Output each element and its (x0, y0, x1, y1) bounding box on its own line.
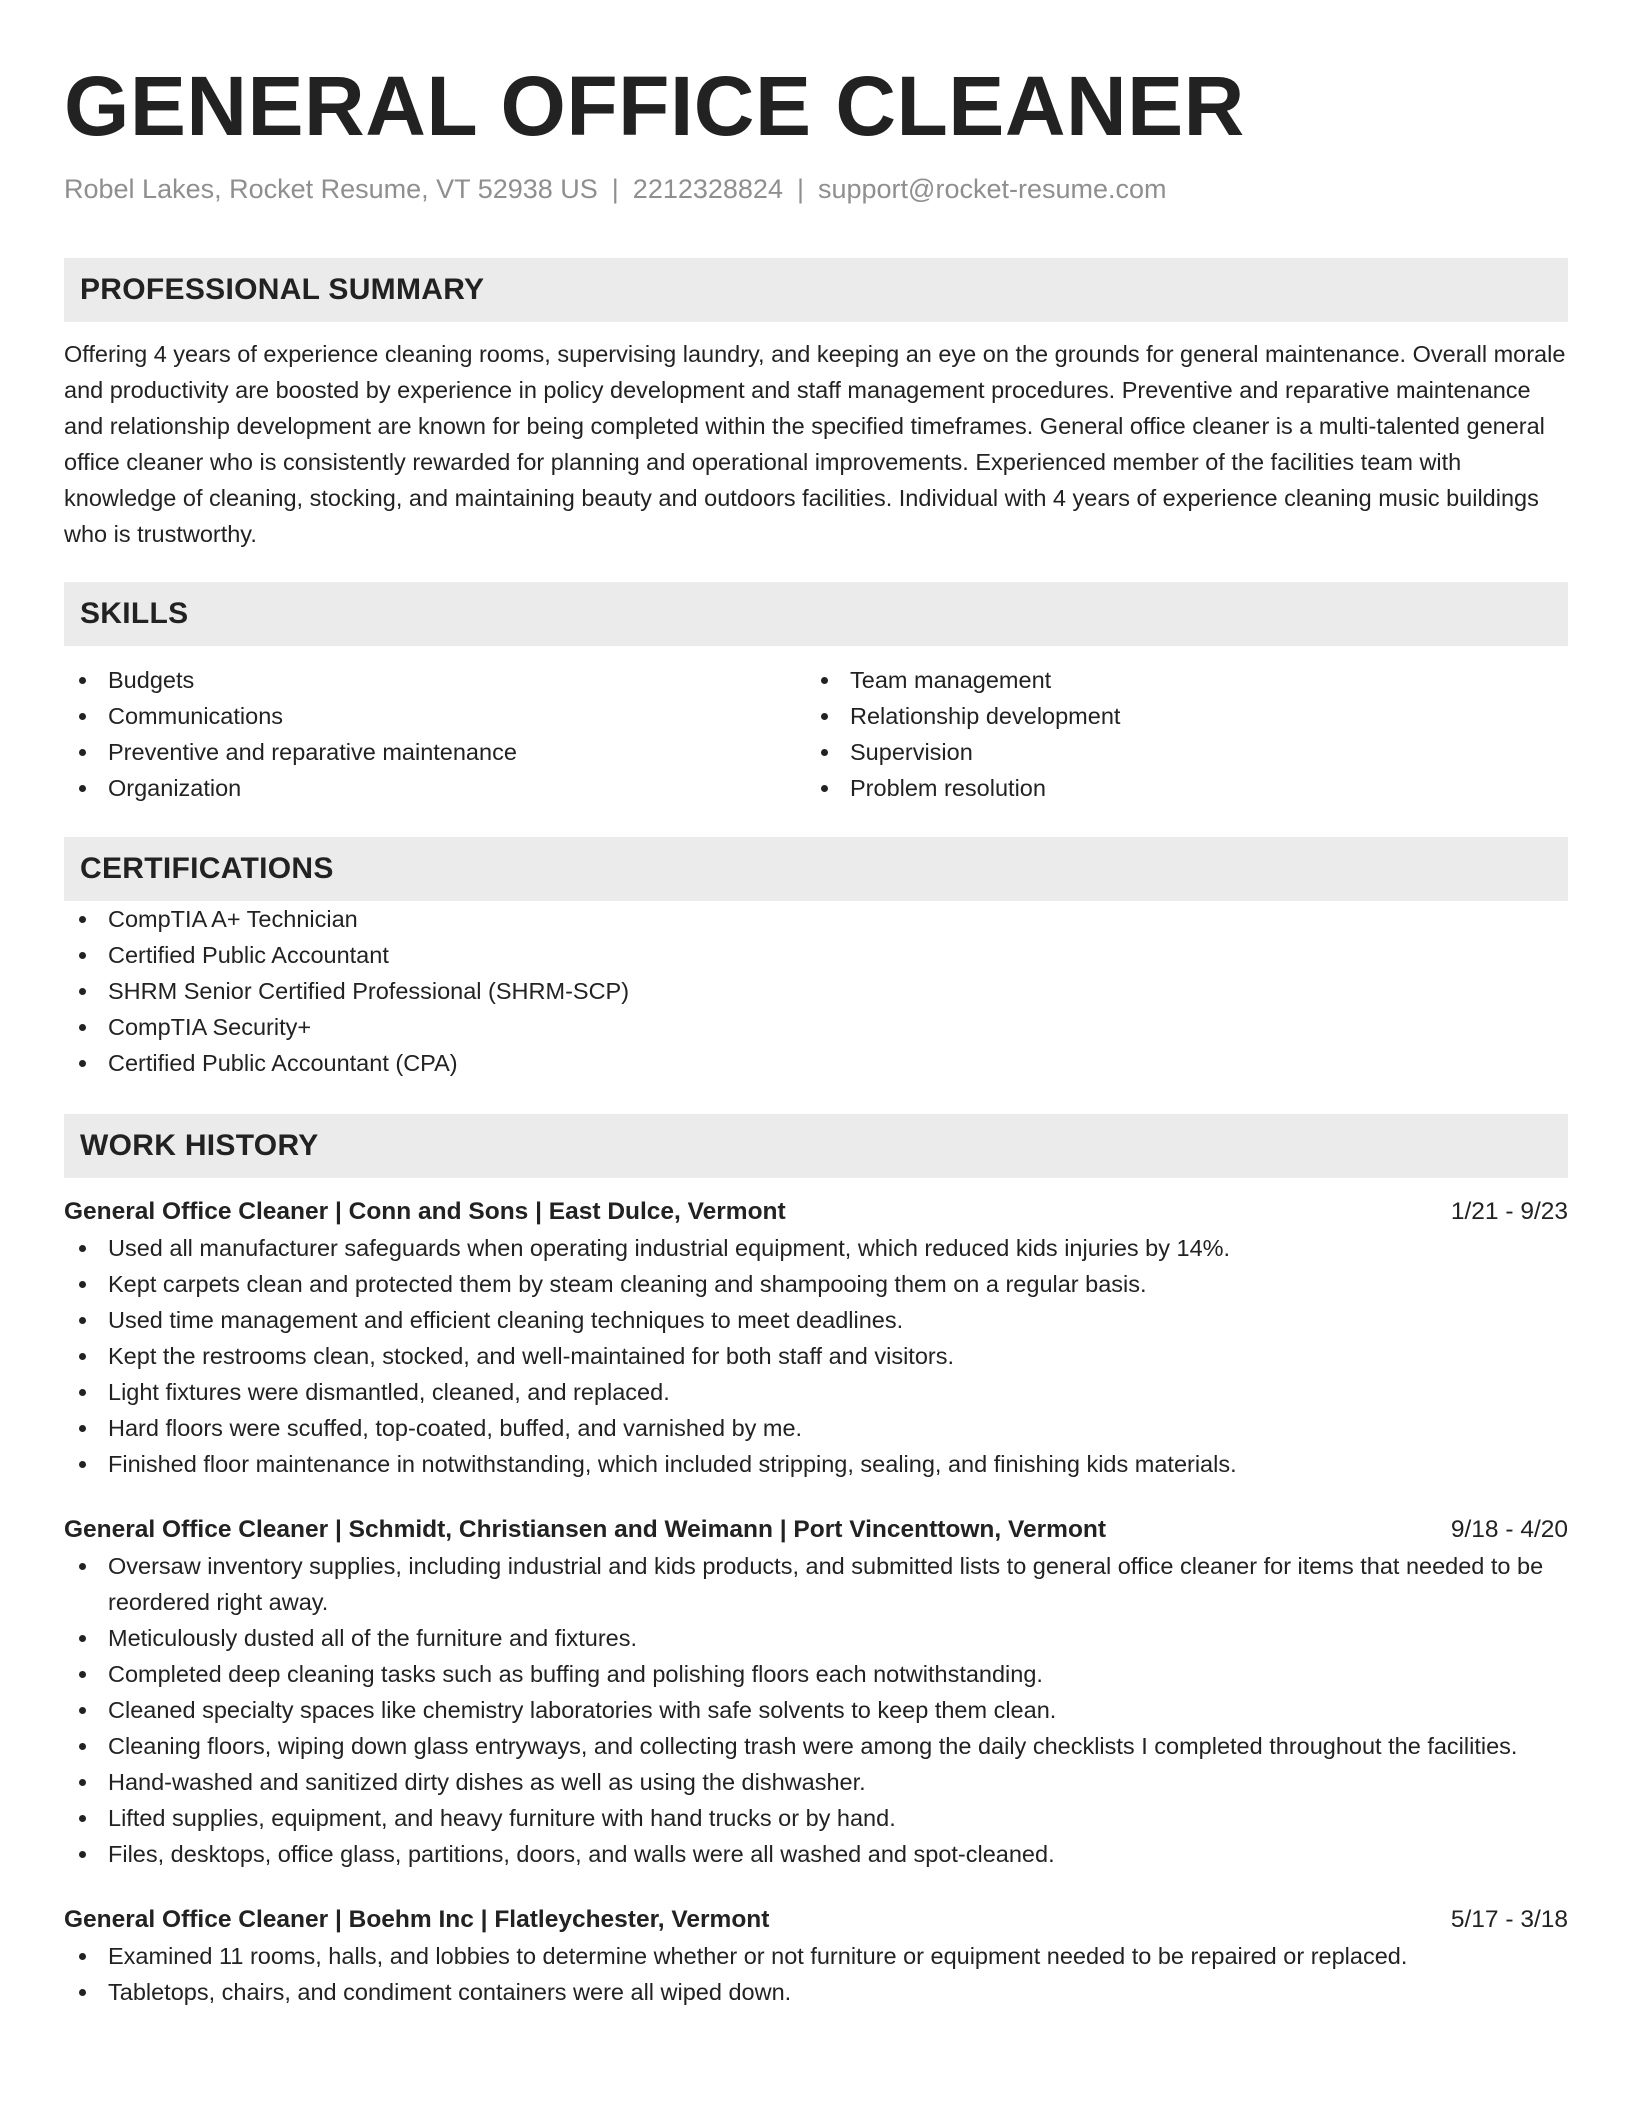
job-duties-list (64, 1938, 1568, 2010)
job-duty-item: Cleaned specialty spaces like chemistry laboratories with safe solvents to keep them clean. (64, 1692, 1568, 1728)
job-title: General Office Cleaner | Conn and Sons | East Dulce, Vermont (64, 1198, 786, 1225)
job-title: General Office Cleaner | Schmidt, Christiansen and Weimann | Port Vincenttown, Vermont (64, 1516, 1107, 1543)
job-duty-item: Meticulously dusted all of the furniture and fixtures. (64, 1620, 1568, 1656)
job-duty-item: Kept the restrooms clean, stocked, and well-maintained for both staff and visitors. (64, 1338, 1568, 1374)
job-heading-row (64, 1902, 1568, 1938)
skill-item: Problem resolution (806, 770, 1548, 806)
certification-item: Certified Public Accountant (64, 937, 1568, 973)
contact-email: support@rocket-resume.com (817, 174, 1167, 204)
job-entry (64, 1512, 1568, 1872)
job-heading-row (64, 1512, 1568, 1548)
job-entry (64, 1902, 1568, 2010)
section-header-work-history: WORK HISTORY (64, 1114, 1568, 1178)
certification-item: CompTIA Security+ (64, 1009, 1568, 1045)
job-duty-item: Hard floors were scuffed, top-coated, buffed, and varnished by me. (64, 1410, 1568, 1446)
skills-column-left (64, 662, 806, 806)
job-duty-item: Used all manufacturer safeguards when operating industrial equipment, which reduced kids injuries by 14%. (64, 1230, 1568, 1266)
job-heading-row (64, 1194, 1568, 1230)
section-header-skills: SKILLS (64, 582, 1568, 646)
skill-item: Organization (64, 770, 806, 806)
certification-item: CompTIA A+ Technician (64, 901, 1568, 937)
job-duty-item: Files, desktops, office glass, partitions, doors, and walls were all washed and spot-cleaned. (64, 1836, 1568, 1872)
skills-grid (64, 662, 1568, 806)
contact-separator: | (796, 174, 804, 204)
skill-item: Relationship development (806, 698, 1548, 734)
job-duty-item: Tabletops, chairs, and condiment containers were all wiped down. (64, 1974, 1568, 2010)
job-duty-item: Used time management and efficient cleaning techniques to meet deadlines. (64, 1302, 1568, 1338)
job-dates: 5/17 - 3/18 (1450, 1906, 1568, 1933)
section-header-professional-summary: PROFESSIONAL SUMMARY (64, 258, 1568, 322)
skill-item: Preventive and reparative maintenance (64, 734, 806, 770)
job-duties-list (64, 1548, 1568, 1872)
summary-text: Offering 4 years of experience cleaning rooms, supervising laundry, and keeping an eye on the grounds for general maintenance. Overall morale and productivity are boosted by experience in policy development and staff management procedures. Preventive and reparative maintenance and relationship development are known for being completed within the specified timeframes. General office cleaner is a multi-talented general office cleaner who is consistently rewarded for planning and operational improvements. Experienced member of the facilities team with knowledge of cleaning, stocking, and maintaining beauty and outdoors facilities. Individual with 4 years of experience cleaning music buildings who is trustworthy. (64, 341, 1566, 547)
skill-item: Team management (806, 662, 1548, 698)
job-duty-item: Cleaning floors, wiping down glass entryways, and collecting trash were among the daily checklists I completed throughout the facilities. (64, 1728, 1568, 1764)
job-duty-item: Lifted supplies, equipment, and heavy furniture with hand trucks or by hand. (64, 1800, 1568, 1836)
contact-address: Robel Lakes, Rocket Resume, VT 52938 US (64, 174, 598, 204)
skills-column-right (806, 662, 1548, 806)
job-title: General Office Cleaner | Boehm Inc | Flatleychester, Vermont (64, 1906, 770, 1933)
job-dates: 9/18 - 4/20 (1450, 1516, 1568, 1543)
job-dates: 1/21 - 9/23 (1450, 1198, 1568, 1225)
job-duties-list (64, 1230, 1568, 1482)
contact-separator: | (611, 174, 619, 204)
section-header-certifications: CERTIFICATIONS (64, 837, 1568, 901)
certifications-list (64, 901, 1568, 1081)
skill-item: Budgets (64, 662, 806, 698)
contact-phone: 2212328824 (632, 174, 783, 204)
job-entry (64, 1194, 1568, 1482)
certification-item: SHRM Senior Certified Professional (SHRM-SCP) (64, 973, 1568, 1009)
certification-item: Certified Public Accountant (CPA) (64, 1045, 1568, 1081)
job-duty-item: Light fixtures were dismantled, cleaned, and replaced. (64, 1374, 1568, 1410)
job-duty-item: Hand-washed and sanitized dirty dishes as well as using the dishwasher. (64, 1764, 1568, 1800)
resume-page (64, 0, 1568, 2010)
contact-line (64, 172, 1568, 206)
job-duty-item: Oversaw inventory supplies, including industrial and kids products, and submitted lists to general office cleaner for items that needed to be reordered right away. (64, 1548, 1568, 1620)
skill-item: Supervision (806, 734, 1548, 770)
skill-item: Communications (64, 698, 806, 734)
job-duty-item: Kept carpets clean and protected them by steam cleaning and shampooing them on a regular basis. (64, 1266, 1568, 1302)
job-duty-item: Finished floor maintenance in notwithstanding, which included stripping, sealing, and finishing kids materials. (64, 1446, 1568, 1482)
job-duty-item: Examined 11 rooms, halls, and lobbies to determine whether or not furniture or equipment needed to be repaired or replaced. (64, 1938, 1568, 1974)
resume-name: GENERAL OFFICE CLEANER (64, 59, 1245, 153)
job-duty-item: Completed deep cleaning tasks such as buffing and polishing floors each notwithstanding. (64, 1656, 1568, 1692)
